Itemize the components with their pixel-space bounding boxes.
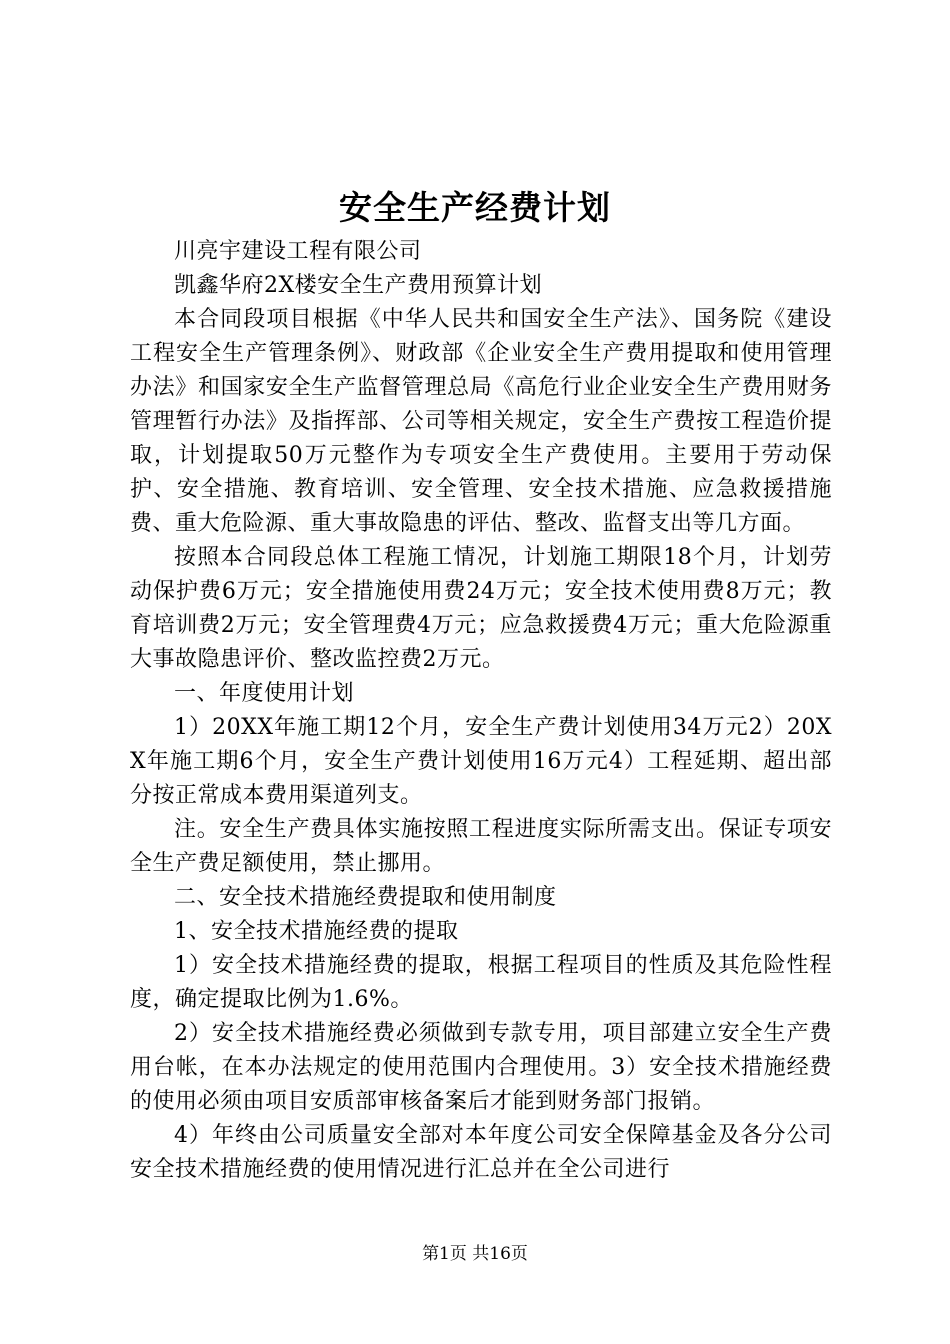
subsection-heading-extraction: 1、安全技术措施经费的提取: [174, 919, 459, 944]
paragraph-budget-breakdown: 按照本合同段总体工程施工情况，计划施工期限18个月，计划劳动保护费6万元；安全措施使用费24万元；安全技术使用费8万元；教育培训费2万元；安全管理费4万元；应急救援费4万元；重大危险源重大事故隐患评价、整改监控费2万元。: [130, 545, 832, 672]
paragraph-item-1: 1）安全技术措施经费的提取，根据工程项目的性质及其危险性程度，确定提取比例为1.6%。: [130, 953, 832, 1012]
section-heading-annual-plan: 一、年度使用计划: [174, 681, 355, 706]
paragraph-annual-plan: 1）20XX年施工期12个月，安全生产费计划使用34万元2）20XX年施工期6个月，安全生产费计划使用16万元4）工程延期、超出部分按正常成本费用渠道列支。: [130, 715, 832, 808]
paragraph-basis: 本合同段项目根据《中华人民共和国安全生产法》、国务院《建设工程安全生产管理条例》、财政部《企业安全生产费用提取和使用管理办法》和国家安全生产监督管理总局《高危行业企业安全生产费用财务管理暂行办法》及指挥部、公司等相关规定，安全生产费按工程造价提取，计划提取50万元整作为专项安全生产费使用。主要用于劳动保护、安全措施、教育培训、安全管理、安全技术措施、应急救援措施费、重大危险源、重大事故隐患的评估、整改、监督支出等几方面。: [130, 307, 832, 536]
document-body: [130, 235, 832, 1187]
paragraph-item-4: 4）年终由公司质量安全部对本年度公司安全保障基金及各分公司安全技术措施经费的使用情况进行汇总并在全公司进行: [130, 1123, 832, 1182]
section-heading-system: 二、安全技术措施经费提取和使用制度: [174, 885, 557, 910]
paragraph-item-2-3: 2）安全技术措施经费必须做到专款专用，项目部建立安全生产费用台帐，在本办法规定的使用范围内合理使用。3）安全技术措施经费的使用必须由项目安质部审核备案后才能到财务部门报销。: [130, 1021, 832, 1114]
paragraph-note: 注。安全生产费具体实施按照工程进度实际所需支出。保证专项安全生产费足额使用，禁止挪用。: [130, 817, 832, 876]
page-number-footer: 第1页 共16页: [422, 1244, 528, 1264]
document-title: 安全生产经费计划: [339, 188, 611, 227]
paragraph-company: 川亮宇建设工程有限公司: [174, 239, 422, 264]
paragraph-plan-name: 凯鑫华府2X楼安全生产费用预算计划: [174, 273, 543, 298]
